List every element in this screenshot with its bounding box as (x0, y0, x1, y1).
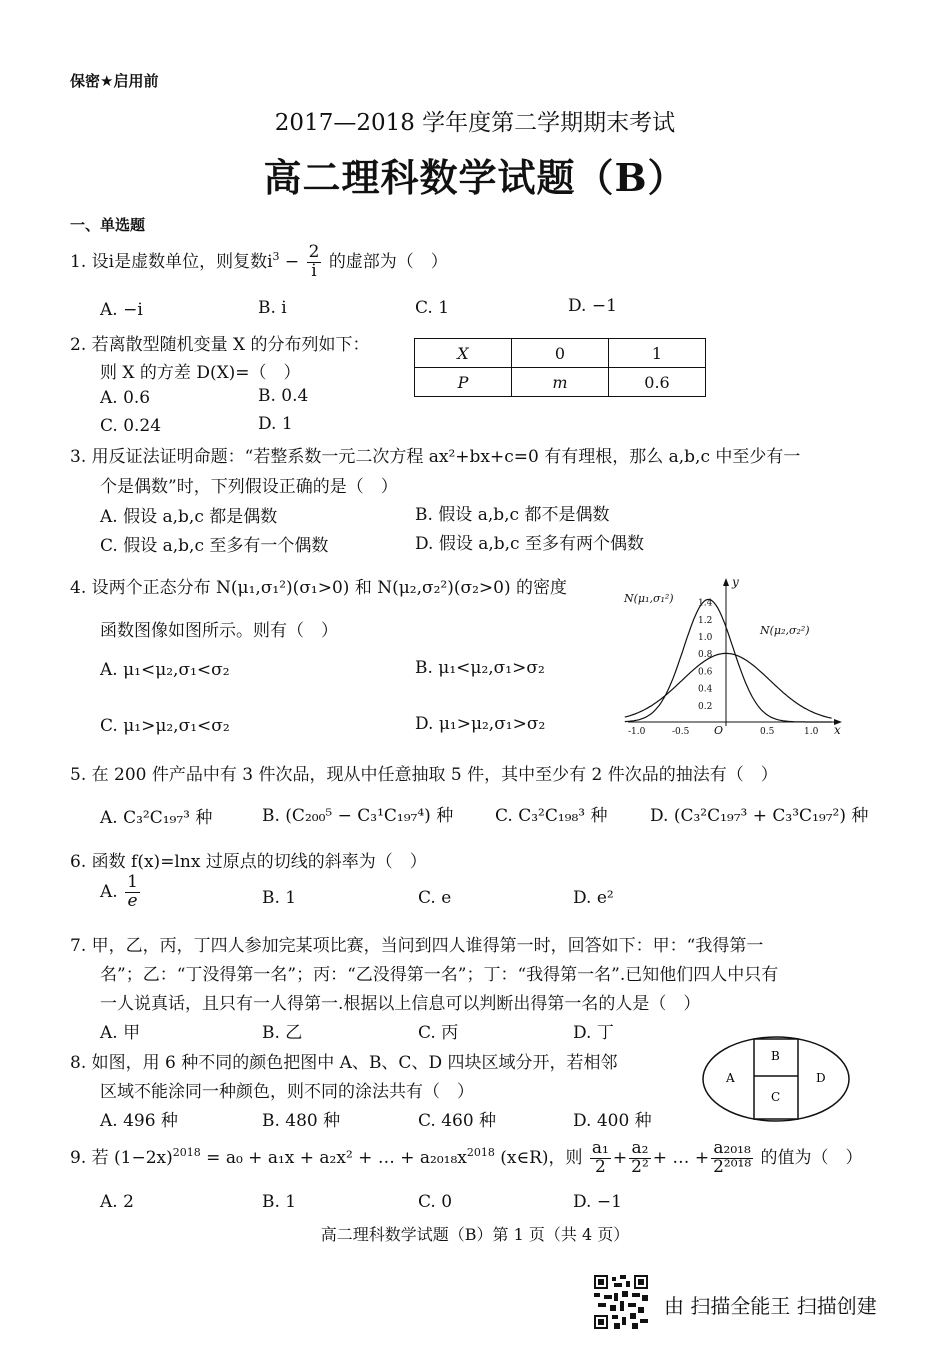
question-2 (70, 330, 370, 355)
question-text: 甲，乙，丙，丁四人参加完某项比赛，当问到四人谁得第一时，回答如下：甲：“我得第一 (91, 936, 764, 956)
question-text: 设两个正态分布 N(μ₁,σ₁²)(σ₁>0) 和 N(μ₂,σ₂²)(σ₂>0) 的密度 (91, 578, 568, 598)
q4-line2: 函数图像如图所示。则有（ ） (100, 621, 338, 641)
confidential-mark: 保密★启用前 (70, 72, 159, 90)
q9-option-d[interactable]: D. −1 (573, 1192, 622, 1212)
curve-2 (625, 653, 832, 718)
q1-option-c[interactable]: C. 1 (415, 298, 450, 318)
q6-option-a[interactable] (100, 874, 142, 911)
q6-option-d[interactable]: D. e² (573, 888, 614, 908)
question-number: 2. (70, 335, 87, 355)
q3-option-c[interactable]: C. 假设 a,b,c 至多有一个偶数 (100, 536, 329, 556)
q4-option-b[interactable]: B. μ₁<μ₂,σ₁>σ₂ (415, 658, 545, 678)
q9-option-b[interactable]: B. 1 (262, 1192, 297, 1212)
q3-option-b[interactable]: B. 假设 a,b,c 都不是偶数 (415, 505, 610, 525)
paper-title: 高二理科数学试题（B） (263, 155, 687, 200)
q5-option-a[interactable]: A. C₃²C₁₉₇³ 种 (100, 808, 213, 828)
fraction-numerator: 1 (127, 872, 138, 892)
question-8 (70, 1048, 617, 1073)
fraction-numerator: 2 (308, 242, 320, 262)
question-6 (70, 847, 427, 872)
origin-label: O (714, 724, 724, 737)
q3-option-d[interactable]: D. 假设 a,b,c 至多有两个偶数 (415, 534, 644, 554)
q2-option-c[interactable]: C. 0.24 (100, 416, 162, 436)
q1-option-b[interactable]: B. i (258, 298, 287, 318)
q1-option-a[interactable]: A. −i (100, 300, 143, 320)
q3-option-a[interactable]: A. 假设 a,b,c 都是偶数 (100, 507, 278, 527)
question-text: 函数 f(x)=lnx 过原点的切线的斜率为（ ） (91, 852, 427, 872)
region-diagram (700, 1033, 855, 1125)
y-tick-label: 1.0 (698, 633, 713, 643)
q2-line2: 则 X 的方差 D(X)=（ ） (100, 363, 301, 383)
q4-option-d[interactable]: D. μ₁>μ₂,σ₁>σ₂ (415, 714, 546, 734)
question-text: 设i是虚数单位，则复数i (91, 251, 273, 272)
section-title: 一、单选题 (70, 216, 146, 234)
distribution-table (414, 338, 706, 397)
fraction-denominator: e (127, 890, 138, 911)
normal-distribution-graph (620, 572, 845, 742)
q8-option-d[interactable]: D. 400 种 (573, 1111, 652, 1131)
qr-code-icon (594, 1275, 648, 1329)
q5-option-b[interactable]: B. (C₂₀₀⁵ − C₃¹C₁₉₇⁴) 种 (262, 806, 454, 826)
q8-option-a[interactable]: A. 496 种 (100, 1111, 178, 1131)
table-row (415, 339, 706, 368)
q4-option-a[interactable]: A. μ₁<μ₂,σ₁<σ₂ (100, 660, 230, 680)
x-tick-label: 1.0 (804, 727, 819, 737)
q2-option-b[interactable]: B. 0.4 (258, 386, 309, 406)
expansion: = a₀ + a₁x + a₂x² + … + a₂₀₁₈x (200, 1147, 467, 1168)
y-tick-label: 1.4 (698, 598, 713, 609)
fraction: $\frac{\text{a₂₀₁₈}}{\text{2²⁰¹⁸}}$ (713, 1138, 752, 1177)
q7-option-a[interactable]: A. 甲 (100, 1023, 141, 1043)
q4-option-c[interactable]: C. μ₁>μ₂,σ₁<σ₂ (100, 716, 230, 736)
question-text: 如图，用 6 种不同的颜色把图中 A、B、C、D 四块区域分开，若相邻 (91, 1053, 618, 1073)
q8-option-b[interactable]: B. 480 种 (262, 1111, 341, 1131)
x-tick-label: -0.5 (672, 727, 690, 737)
region-b-label: B (771, 1049, 780, 1063)
q8-line2: 区域不能涂同一种颜色，则不同的涂法共有（ ） (100, 1082, 474, 1102)
question-number: 3. (70, 447, 87, 467)
q9-option-a[interactable]: A. 2 (100, 1192, 134, 1212)
q7-line3: 一人说真话，且只有一人得第一.根据以上信息可以判断出得第一名的人是（ ） (100, 994, 701, 1014)
q9-option-c[interactable]: C. 0 (418, 1192, 453, 1212)
question-text: 若 (1−2x) (91, 1147, 173, 1168)
question-number: 1. (70, 251, 87, 272)
table-cell: 1 (609, 339, 706, 368)
q7-option-b[interactable]: B. 乙 (262, 1023, 303, 1043)
exponent: 2018 (466, 1146, 495, 1160)
question-text: 在 200 件产品中有 3 件次品，现从中任意抽取 5 件，其中至少有 2 件次品的抽法有（ ） (91, 765, 778, 785)
question-number: 5. (70, 765, 87, 785)
y-axis-label: y (732, 575, 739, 589)
question-text-end: 的值为（ ） (760, 1147, 863, 1168)
table-cell: 0 (512, 339, 609, 368)
condition: (x∈R)，则 (494, 1147, 583, 1168)
region-d-label: D (816, 1071, 826, 1085)
minus-sign: − (284, 251, 300, 272)
exponent: 2018 (172, 1146, 201, 1160)
fraction: $\frac{\text{a₁}}{2}$ (591, 1138, 609, 1177)
x-tick-label: 0.5 (760, 727, 775, 737)
q3-line2: 个是偶数”时，下列假设正确的是（ ） (100, 477, 398, 497)
question-number: 6. (70, 852, 87, 872)
x-axis-label: x (834, 723, 841, 737)
question-7 (70, 931, 763, 956)
plus-sign: + … + (652, 1147, 710, 1168)
y-tick-label: 0.8 (698, 650, 713, 661)
fraction: $\frac{\text{a₂}}{\text{2²}}$ (631, 1138, 649, 1177)
q2-option-d[interactable]: D. 1 (258, 414, 293, 434)
y-tick-label: 1.2 (698, 615, 713, 626)
question-3 (70, 442, 800, 467)
page-footer: 高二理科数学试题（B）第 1 页（共 4 页） (320, 1225, 630, 1244)
q2-option-a[interactable]: A. 0.6 (100, 388, 151, 408)
q5-option-c[interactable]: C. C₃²C₁₉₈³ 种 (495, 806, 608, 826)
fraction-denominator: i (311, 260, 317, 281)
y-tick-label: 0.4 (698, 684, 713, 695)
curve-2-label: N(μ₂,σ₂²) (760, 624, 810, 637)
y-axis-arrow (723, 578, 729, 586)
q7-option-d[interactable]: D. 丁 (573, 1023, 614, 1043)
question-number: 9. (70, 1147, 87, 1168)
region-a-label: A (726, 1071, 735, 1085)
table-cell: X (415, 339, 512, 368)
curve-1 (625, 600, 832, 723)
y-tick-label: 0.2 (698, 701, 713, 712)
q5-option-d[interactable]: D. (C₃²C₁₉₇³ + C₃³C₁₉₇²) 种 (650, 806, 869, 826)
fraction (307, 244, 322, 281)
exponent: 3 (272, 250, 280, 264)
q1-option-d[interactable]: D. −1 (568, 296, 617, 316)
question-number: 7. (70, 936, 87, 956)
scanner-watermark: 由 扫描全能王 扫描创建 (664, 1294, 877, 1318)
table-row (415, 368, 706, 397)
plus-sign: + (612, 1147, 628, 1168)
q6-option-c[interactable]: C. e (418, 888, 452, 908)
region-c-label: C (771, 1090, 781, 1104)
y-tick-label: 0.6 (698, 667, 713, 678)
option-label: A. (100, 881, 118, 902)
fraction (125, 874, 140, 911)
x-tick-label: -1.0 (628, 727, 646, 737)
q8-option-c[interactable]: C. 460 种 (418, 1111, 497, 1131)
table-cell: 0.6 (609, 368, 706, 397)
table-cell: P (415, 368, 512, 397)
question-5 (70, 760, 778, 785)
exam-title: 2017—2018 学年度第二学期期末考试 (274, 110, 676, 136)
question-text: 用反证法证明命题：“若整系数一元二次方程 ax²+bx+c=0 有有理根，那么 a,b,c 中至少有一 (91, 447, 801, 467)
question-9 (70, 1140, 863, 1177)
question-number: 4. (70, 578, 87, 598)
question-text: 若离散型随机变量 X 的分布列如下： (91, 335, 370, 355)
q7-line2: 名”；乙：“丁没得第一名”；丙：“乙没得第一名”；丁：“我得第一名”.已知他们四人中只有 (100, 965, 779, 985)
question-text-end: 的虚部为（ ） (328, 251, 448, 272)
question-number: 8. (70, 1053, 87, 1073)
question-4 (70, 573, 567, 598)
table-cell: m (512, 368, 609, 397)
curve-1-label: N(μ₁,σ₁²) (624, 592, 674, 605)
q6-option-b[interactable]: B. 1 (262, 888, 297, 908)
question-1 (70, 244, 448, 281)
q7-option-c[interactable]: C. 丙 (418, 1023, 459, 1043)
